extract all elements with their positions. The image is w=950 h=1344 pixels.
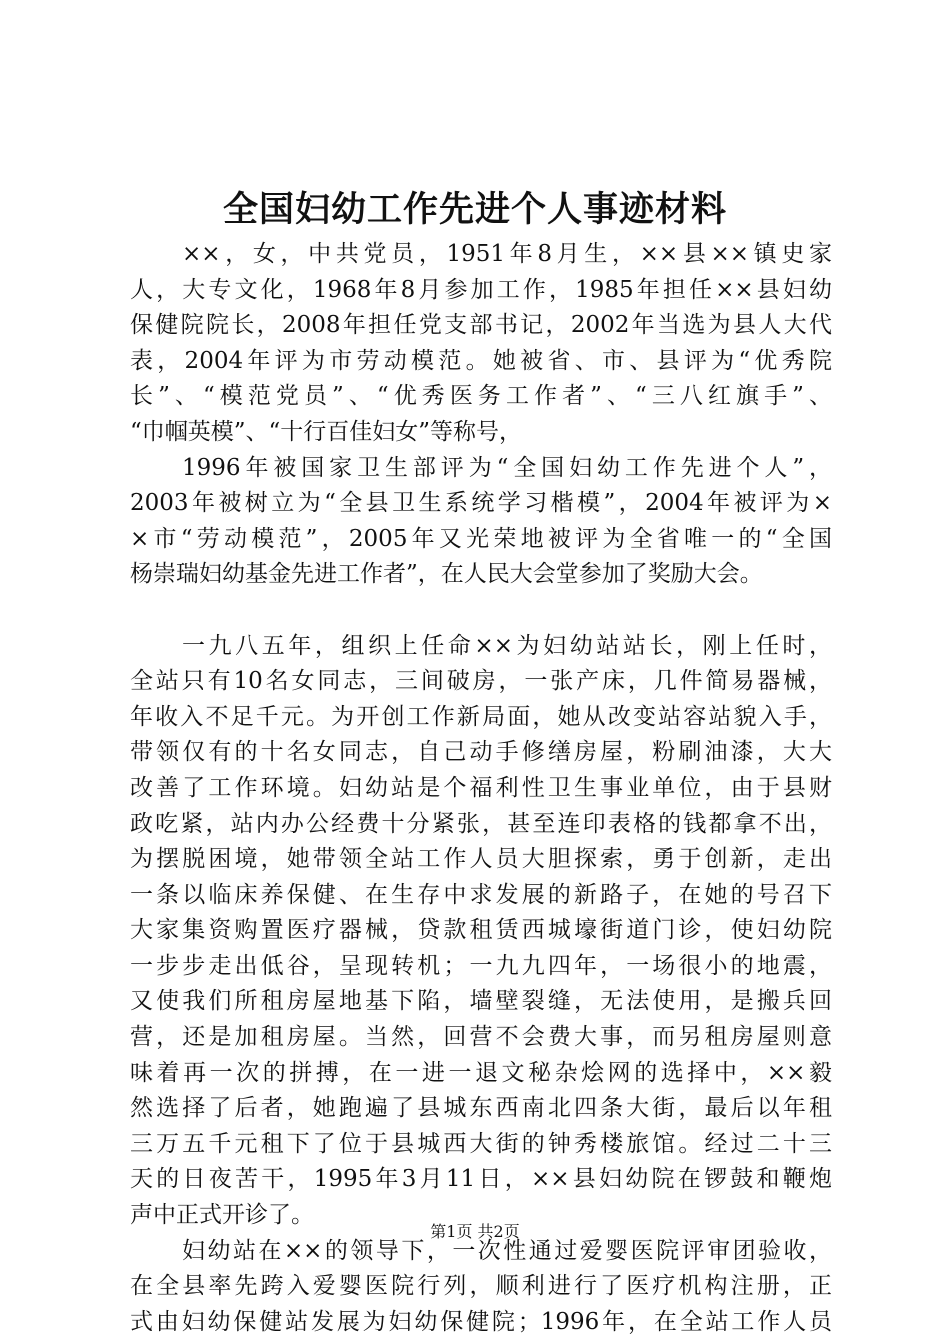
- text-line: 带领仅有的十名女同志，自己动手修缮房屋，粉刷油漆，大大: [130, 739, 832, 766]
- text-line: 天的日夜苦干，1995年3月11日，××县妇幼院在锣鼓和鞭炮: [130, 1166, 832, 1193]
- text-line: 妇幼站在××的领导下，一次性通过爱婴医院评审团验收，: [182, 1237, 832, 1264]
- text-line: 1996年被国家卫生部评为“全国妇幼工作先进个人”，: [182, 454, 832, 481]
- paragraph-spacer: [130, 593, 832, 629]
- paragraph-4: [130, 1234, 832, 1341]
- text-line: 政吃紧，站内办公经费十分紧张，甚至连印表格的钱都拿不出，: [130, 810, 832, 837]
- text-line: 长”、“模范党员”、“优秀医务工作者”、“三八红旗手”、: [130, 383, 832, 410]
- page-number-footer: 第1页 共2页: [430, 1222, 520, 1241]
- text-line: 一九八五年，组织上任命××为妇幼站站长，刚上任时，: [182, 632, 832, 659]
- text-line: 全站只有10名女同志，三间破房，一张产床，几件简易器械，: [130, 668, 832, 695]
- text-line: ××，女，中共党员，1951年8月生，××县××镇史家: [182, 241, 832, 267]
- text-line: 式由妇幼保健站发展为妇幼保健院；1996年，在全站工作人员: [130, 1308, 832, 1335]
- text-line: 人，大专文化，1968年8月参加工作，1985年担任××县妇幼: [130, 276, 832, 303]
- text-line: “巾帼英模”、“十行百佳妇女”等称号，: [130, 418, 523, 445]
- text-line: 营，还是加租房屋。当然，回营不会费大事，而另租房屋则意: [130, 1024, 832, 1051]
- text-line: 一条以临床养保健、在生存中求发展的新路子，在她的号召下: [130, 881, 832, 908]
- text-line: 2003年被树立为“全县卫生系统学习楷模”，2004年被评为×: [130, 490, 832, 517]
- paragraph-2: [130, 451, 832, 593]
- text-line: 年收入不足千元。为开创工作新局面，她从改变站容站貌入手，: [130, 703, 832, 730]
- text-line: 又使我们所租房屋地基下陷，墙壁裂缝，无法使用，是搬兵回: [130, 988, 832, 1015]
- text-line: 声中正式开诊了。: [130, 1202, 314, 1229]
- text-line: 一步步走出低谷，呈现转机；一九九四年，一场很小的地震，: [130, 952, 832, 979]
- text-line: 然选择了后者，她跑遍了县城东西南北四条大街，最后以年租: [130, 1095, 832, 1122]
- text-line: 保健院院长，2008年担任党支部书记，2002年当选为县人大代: [130, 312, 832, 339]
- document-title: 全国妇幼工作先进个人事迹材料: [222, 189, 727, 230]
- text-line: ×市“劳动模范”，2005年又光荣地被评为全省唯一的“全国: [130, 525, 832, 552]
- text-line: 为摆脱困境，她带领全站工作人员大胆探索，勇于创新，走出: [130, 846, 832, 873]
- document-body: [130, 237, 832, 1340]
- paragraph-3: [130, 629, 832, 1234]
- text-line: 在全县率先跨入爱婴医院行列，顺利进行了医疗机构注册，正: [130, 1273, 832, 1300]
- paragraph-1: [130, 237, 832, 451]
- text-line: 表，2004年评为市劳动模范。她被省、市、县评为“优秀院: [130, 347, 832, 374]
- text-line: 大家集资购置医疗器械，贷款租赁西城壕街道门诊，使妇幼院: [130, 917, 832, 944]
- text-line: 改善了工作环境。妇幼站是个福利性卫生事业单位，由于县财: [130, 774, 832, 801]
- text-line: 杨崇瑞妇幼基金先进工作者”，在人民大会堂参加了奖励大会。: [130, 561, 763, 588]
- text-line: 三万五千元租下了位于县城西大街的钟秀楼旅馆。经过二十三: [130, 1130, 832, 1157]
- text-line: 味着再一次的拼搏，在一进一退文秘杂烩网的选择中，××毅: [130, 1059, 832, 1086]
